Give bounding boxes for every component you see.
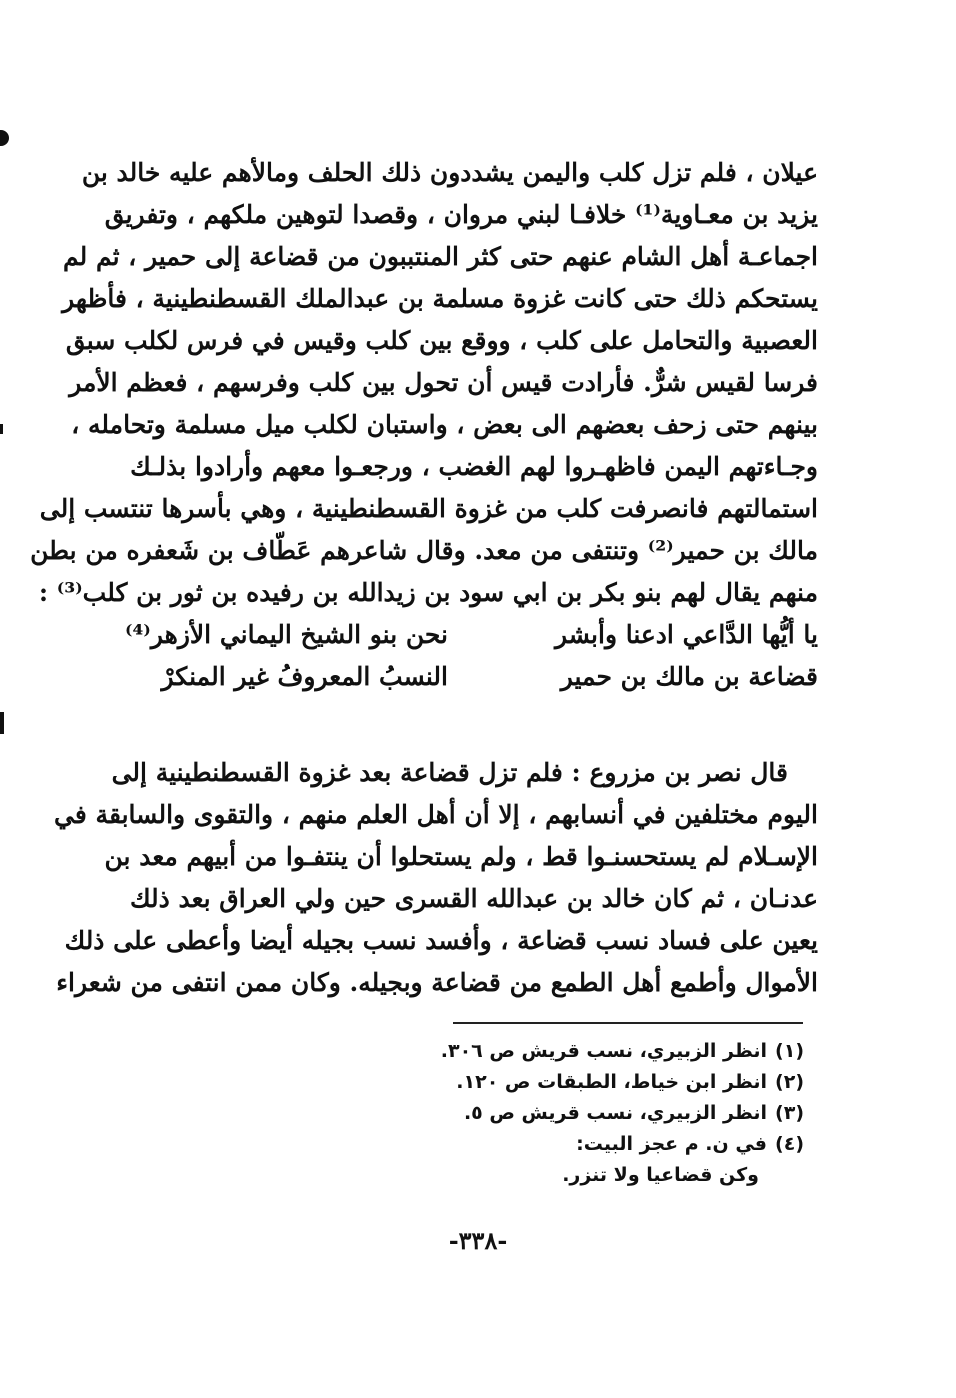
footnote-text: انظر ابن خياط، الطبقات ص ١٢٠.	[456, 1071, 768, 1093]
footnote-text: في ن. م عجز البيت:	[576, 1133, 768, 1155]
main-text	[30, 152, 818, 712]
verse-second-hemistich: النسبُ المعروفُ غير المنكرْ	[161, 662, 448, 691]
text-line: عدنـان ، ثم كان خالد بن عبدالله القسرى حين ولي العراق بعد ذلك	[129, 884, 818, 913]
scan-artifact-dot	[0, 130, 9, 146]
footnote-continuation: وكن قضاعيا ولا تنزر.	[562, 1164, 759, 1186]
text-line: يستحكم ذلك حتى كانت غزوة مسلمة بن عبدالملك القسطنطينية ، فأظهر	[62, 284, 818, 313]
footnote-item	[304, 1067, 804, 1098]
verse-second-hemistich: نحن بنو الشيخ اليماني الأزهر⁽⁴⁾	[125, 620, 448, 649]
footnote-number: (٤)	[775, 1133, 804, 1155]
text-line: اجماعـة أهل الشام عنهم حتى كثر المنتببون من قضاعة إلى حمير ، ثم لم	[62, 242, 818, 271]
text-line: استمالتهم فانصرفت كلب من غزوة القسطنطينية ، وهي بأسرها تنتسب إلى	[39, 494, 818, 523]
text-line: اليوم مختلفين في أنسابهم ، إلا أن أهل العلم منهم ، والتقوى والسابقة في	[54, 800, 818, 829]
scan-artifact-tick	[0, 424, 3, 434]
footnote-number: (٢)	[775, 1071, 804, 1093]
scan-artifact-tick	[0, 712, 4, 734]
verse-line	[125, 614, 818, 656]
text-line: عيلان ، فلم تزل كلب واليمن يشددون ذلك الحلف ومالأهم عليه خالد بن	[81, 158, 818, 187]
footnote-text: انظر الزبيري، نسب قريش ص ٣٠٦.	[440, 1040, 768, 1062]
verse-first-hemistich: يا أيُّها الدَّاعي ادعنا وأبشر	[554, 620, 818, 649]
footnotes	[304, 1036, 804, 1191]
text-line: منهم يقال لهم بنو بكر بن ابي سود بن زيدالله بن رفيده بن ثور بن كلب⁽³⁾ :	[38, 578, 818, 607]
text-line: يعين على فساد نسب قضاعة ، وأفسد نسب بجيله أيضا وأعطى على ذلك	[64, 926, 818, 955]
text-line: يزيد بن معـاوية⁽¹⁾ خلافـا لبني مروان ، وقصدا لتوهين ملكهم ، وتفريق	[104, 200, 818, 229]
text-line: الأموال وأطمع أهل الطمع من قضاعة وبجيله. وكان ممن انتفى من شعراء	[56, 968, 818, 997]
text-line: بينهم حتى زحف بعضهم الى بعض ، واستبان لكلب ميل مسلمة وتحامله ،	[71, 410, 818, 439]
second-paragraph	[54, 752, 818, 1012]
page-number: -٣٣٨-	[448, 1226, 508, 1255]
footnote-item	[304, 1129, 804, 1160]
footnote-item	[304, 1098, 804, 1129]
footnote-number: (١)	[775, 1040, 804, 1062]
text-line: قال نصر بن مزروع : فلم تزل قضاعة بعد غزوة القسطنطينية إلى	[111, 758, 788, 787]
text-line: وجـاءتهم اليمن فاظهـروا لهم الغضب ، ورجعـوا معهم وأرادوا بذلـك	[130, 452, 818, 481]
text-line: الإسـلام لم يستحسنـوا قط ، ولم يستحلوا أن ينتفـوا من أبيهم معد بن	[104, 842, 818, 871]
footnote-item	[304, 1036, 804, 1067]
text-line: العصبية والتحامل على كلب ، ووقع بين كلب وقيس في فرس لكلب سبق	[65, 326, 818, 355]
footnote-number: (٣)	[775, 1102, 804, 1124]
footnote-text: انظر الزبيري، نسب قريش ص ٥.	[463, 1102, 768, 1124]
verse-line	[133, 656, 818, 698]
text-line: فرسا لقيس شرٌّ. فأرادت قيس أن تحول بين كلب وفرسهم ، فعظم الأمر	[69, 368, 818, 397]
verse-first-hemistich: قضاعة بن مالك بن حمير	[560, 662, 818, 691]
footnote-divider	[453, 1022, 803, 1024]
text-line: مالك بن حمير⁽²⁾ وتنتفى من معد. وقال شاعرهم عَطّاف بن شَعفره من بطن	[30, 536, 818, 565]
